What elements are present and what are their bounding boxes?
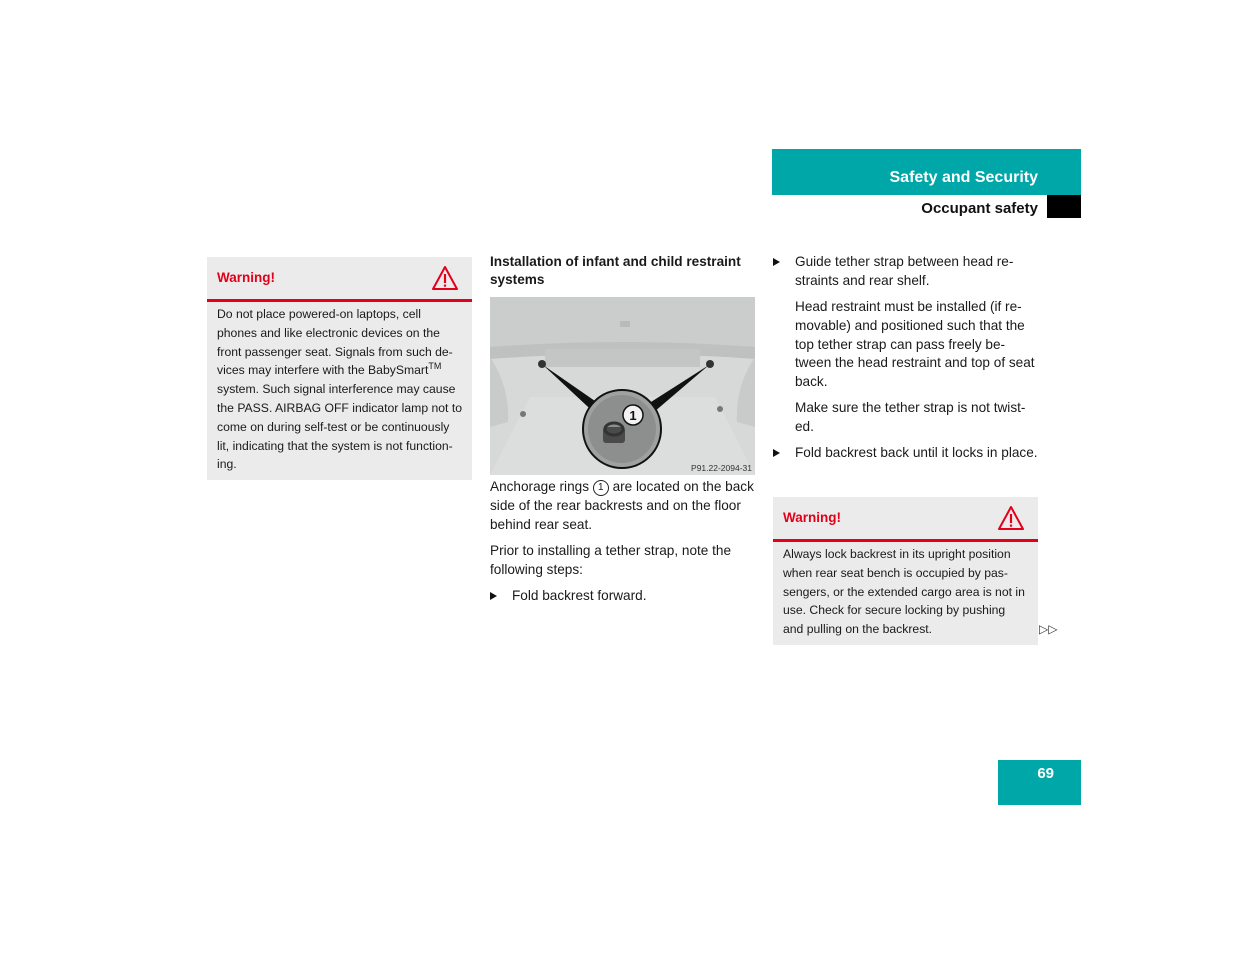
step-guide-tether: Guide tether strap between head re-straints and rear shelf.	[773, 253, 1038, 291]
trademark-superscript: TM	[428, 361, 442, 372]
warning-label: Warning!	[783, 510, 841, 525]
anchorage-paragraph: Anchorage rings 1 are located on the back side of the rear backrests and on the floor behind rear seat.	[490, 479, 754, 532]
section-title: Safety and Security	[889, 169, 1038, 186]
warning-triangle-icon	[997, 505, 1025, 531]
anchorage-ring-illustration	[490, 297, 755, 475]
image-reference-code: P91.22-2094-31	[691, 463, 752, 473]
step-fold-back: Fold backrest back until it locks in place.	[773, 444, 1038, 463]
tether-twist-note: Make sure the tether strap is not twist-ed.	[795, 400, 1026, 434]
warning-header	[773, 497, 1038, 542]
prior-steps-paragraph: Prior to installing a tether strap, note the following steps:	[490, 543, 732, 577]
warning-box-backrest	[773, 497, 1038, 645]
warning-text: Do not place powered-on laptops, cell phones and like electronic devices on the front passenger seat. Signals from such de- vices may interfere with the BabySmart™ system. Such signal interference may cause the PASS. AIRBAG OFF indicator lamp not to come on during self-test or be continuously lit, indicating that the system is not function- ing.	[217, 307, 462, 472]
callout-number-1: 1	[629, 408, 637, 423]
bullet-arrow-icon	[773, 258, 780, 266]
thumb-tab-marker	[1047, 195, 1081, 218]
warning-label: Warning!	[217, 270, 275, 285]
warning-box-electronics	[207, 257, 472, 480]
subsection-title: Occupant safety	[921, 200, 1038, 217]
continued-next-page-icon: ▷▷	[1039, 622, 1058, 636]
callout-reference-1: 1	[593, 480, 609, 496]
installation-heading: Installation of infant and child restraint systems	[490, 254, 741, 287]
warning-header	[207, 257, 472, 302]
bullet-arrow-icon	[490, 592, 497, 600]
warning-text: Always lock backrest in its upright position when rear seat bench is occupied by pas- sengers, or the extended cargo area is not in use. Check for secure locking by pushing and pulling on the backrest.	[783, 547, 1025, 637]
page-number: 69	[1037, 765, 1054, 782]
bullet-arrow-icon	[773, 449, 780, 457]
head-restraint-note: Head restraint must be installed (if re-movable) and positioned such that the top tether strap can pass freely be-tween the head restraint and top of seat back.	[795, 299, 1035, 390]
warning-triangle-icon	[431, 265, 459, 291]
step-fold-forward: Fold backrest forward.	[490, 587, 756, 606]
